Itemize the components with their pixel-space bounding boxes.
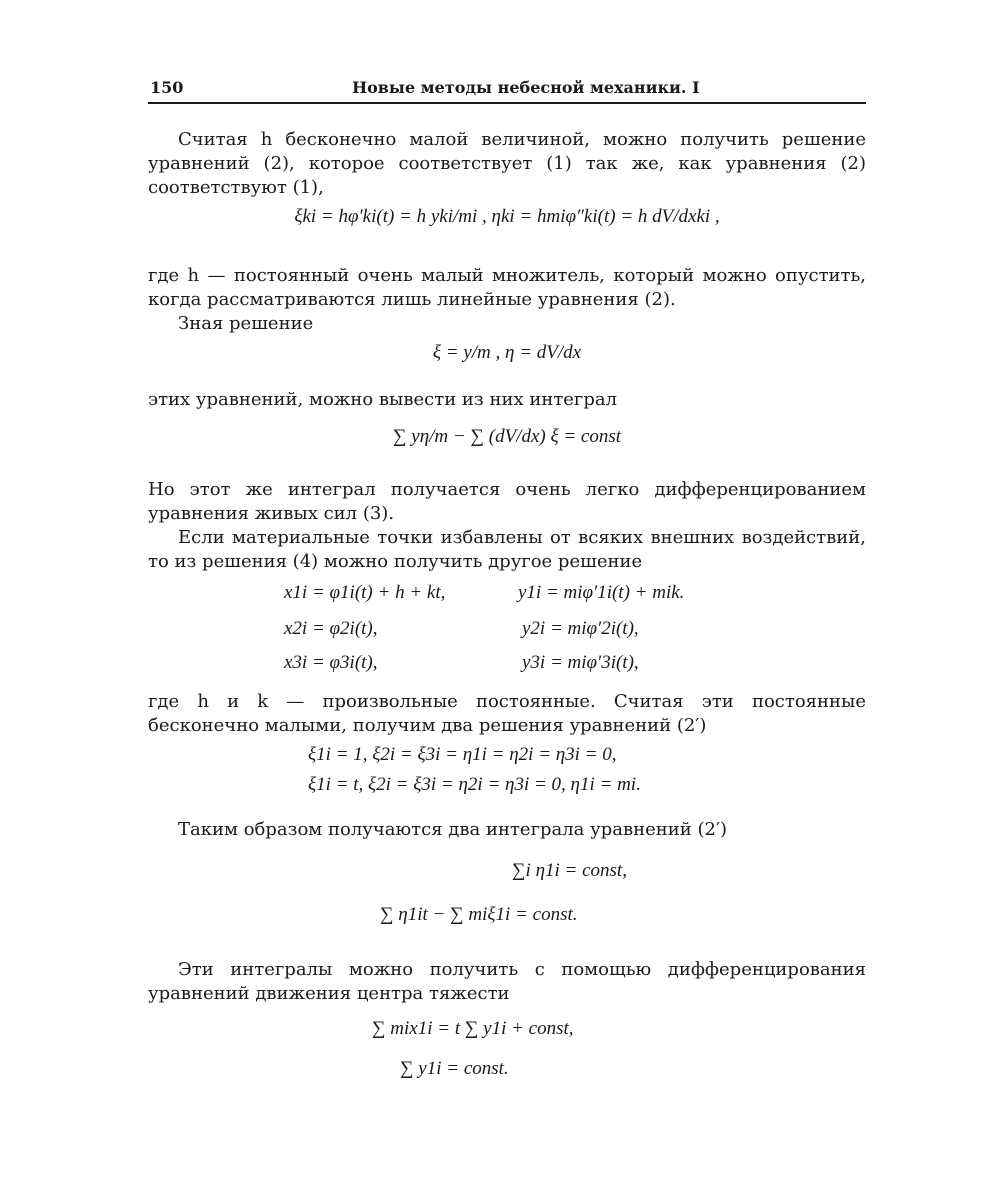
paragraph-h-multiplier: где h — постоянный очень малый множитель, который можно опустить, когда рассматриваются лишь линейные уравнения (2). [148,265,866,310]
running-title: Новые методы небесной механики. I [352,78,700,97]
formula-x3i: x3i = φ3i(t), [284,652,378,673]
formula-xi-eta-ki: ξki = hφ′ki(t) = h yki/mi , ηki = hmiφ″ki(t) = h dV/dxki , [294,206,720,227]
formula-y1i: y1i = miφ′1i(t) + mik. [518,582,685,603]
paragraph-integral-derived: этих уравнений, можно вывести из них интеграл [148,389,618,410]
formula-y2i: y2i = miφ′2i(t), [522,618,639,639]
paragraph-arbitrary-constants: где h и k — произвольные постоянные. Считая эти постоянные бесконечно малыми, получим два решения уравнений (2′) [148,691,866,736]
paragraph-living-forces: Но этот же интеграл получается очень легко дифференцированием уравнения живых сил (3). [148,479,866,524]
formula-sum-eta-t: ∑ η1it − ∑ miξ1i = const. [380,904,578,925]
formula-x1i: x1i = φ1i(t) + h + kt, [284,582,446,603]
formula-sum-mx: ∑ mix1i = t ∑ y1i + const, [372,1018,574,1039]
formula-sum-y: ∑ y1i = const. [400,1058,509,1079]
paragraph-knowing-solution: Зная решение [178,313,314,334]
formula-first-solution: ξ1i = 1, ξ2i = ξ3i = η1i = η2i = η3i = 0, [308,744,617,765]
paragraph-external-forces: Если материальные точки избавлены от всяких внешних воздействий, то из решения (4) можно получить другое решение [148,527,866,572]
paragraph-two-integrals: Таким образом получаются два интеграла уравнений (2′) [178,819,728,840]
formula-y3i: y3i = miφ′3i(t), [522,652,639,673]
formula-x2i: x2i = φ2i(t), [284,618,378,639]
paragraph-center-of-mass: Эти интегралы можно получить с помощью дифференцирования уравнений движения центра тяжести [148,959,866,1004]
page-number: 150 [150,78,184,97]
paragraph-intro: Считая h бесконечно малой величиной, можно получить решение уравнений (2), которое соответствует (1) так же, как уравнения (2) соответствуют (1), [148,129,866,198]
page-header [148,78,866,104]
formula-xi-eta: ξ = y/m , η = dV/dx [432,342,582,363]
formula-second-solution: ξ1i = t, ξ2i = ξ3i = η2i = η3i = 0, η1i = mi. [308,774,641,795]
formula-integral-const: ∑ yη/m − ∑ (dV/dx) ξ = const [392,426,622,447]
formula-sum-eta-const: ∑i η1i = const, [512,860,627,881]
